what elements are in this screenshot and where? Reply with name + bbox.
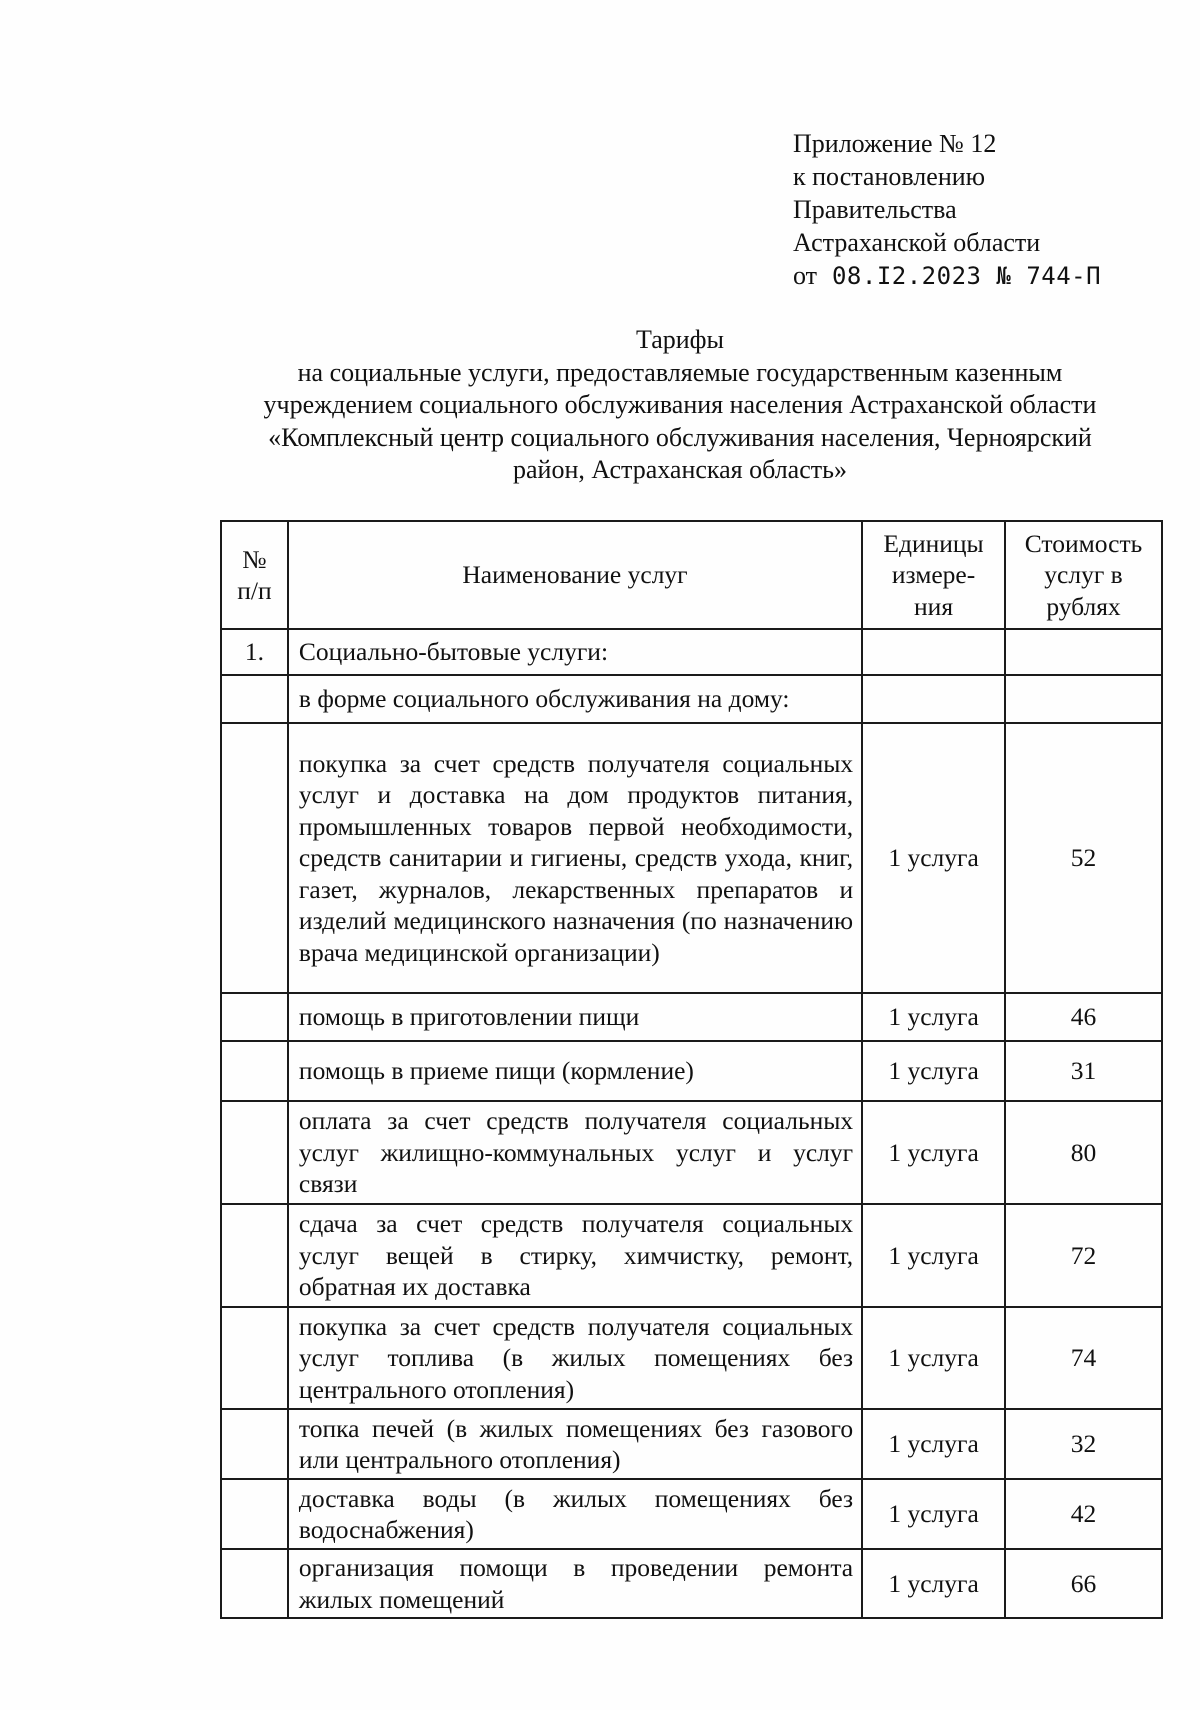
table-row xyxy=(221,1041,1162,1101)
row-num-empty xyxy=(221,1041,288,1101)
table-row xyxy=(221,1101,1162,1204)
service-unit: 1 услуга xyxy=(862,1409,1005,1479)
table-row xyxy=(221,1307,1162,1409)
service-unit: 1 услуга xyxy=(862,1307,1005,1409)
service-unit: 1 услуга xyxy=(862,1479,1005,1549)
service-unit: 1 услуга xyxy=(862,1204,1005,1307)
service-cost: 32 xyxy=(1005,1409,1162,1479)
document-title xyxy=(200,324,1160,487)
table-row xyxy=(221,1204,1162,1307)
row-num-empty xyxy=(221,723,288,993)
subsection-row xyxy=(221,675,1162,723)
service-name: покупка за счет средств получателя социальных услуг топлива (в жилых помещениях без центрального отопления) xyxy=(288,1307,862,1409)
appendix-line-1: Приложение № 12 xyxy=(793,129,997,158)
row-num-empty xyxy=(221,1101,288,1204)
service-name: топка печей (в жилых помещениях без газового или центрального отопления) xyxy=(288,1409,862,1479)
tariffs-table xyxy=(220,520,1163,1619)
appendix-block xyxy=(793,127,1101,293)
subsection-num-empty xyxy=(221,675,288,723)
section-row xyxy=(221,629,1162,675)
service-name: доставка воды (в жилых помещениях без водоснабжения) xyxy=(288,1479,862,1549)
service-unit: 1 услуга xyxy=(862,723,1005,993)
table-row xyxy=(221,1479,1162,1549)
subsection-cost-empty xyxy=(1005,675,1162,723)
service-name: помощь в приготовлении пищи xyxy=(288,993,862,1041)
service-cost: 52 xyxy=(1005,723,1162,993)
header-unit xyxy=(862,521,1005,629)
header-num xyxy=(221,521,288,629)
row-num-empty xyxy=(221,1204,288,1307)
section-num: 1. xyxy=(221,629,288,675)
service-cost: 31 xyxy=(1005,1041,1162,1101)
service-name: оплата за счет средств получателя социальных услуг жилищно-коммунальных услуг и услуг связи xyxy=(288,1101,862,1204)
table-row xyxy=(221,723,1162,993)
header-name: Наименование услуг xyxy=(288,521,862,629)
appendix-line-2: к постановлению xyxy=(793,162,986,191)
decree-label: от xyxy=(793,261,818,290)
row-num-empty xyxy=(221,993,288,1041)
service-unit: 1 услуга xyxy=(862,993,1005,1041)
title-line-4: район, Астраханская область» xyxy=(512,455,847,484)
header-num-label: № п/п xyxy=(237,544,272,605)
table-row xyxy=(221,993,1162,1041)
service-unit: 1 услуга xyxy=(862,1041,1005,1101)
appendix-line-4: Астраханской области xyxy=(793,228,1041,257)
service-cost: 66 xyxy=(1005,1549,1162,1618)
title-heading: Тарифы xyxy=(635,325,724,354)
row-num-empty xyxy=(221,1549,288,1618)
service-name: помощь в приеме пищи (кормление) xyxy=(288,1041,862,1101)
appendix-line-3: Правительства xyxy=(793,195,957,224)
table-header-row xyxy=(221,521,1162,629)
table-row xyxy=(221,1409,1162,1479)
service-cost: 42 xyxy=(1005,1479,1162,1549)
row-num-empty xyxy=(221,1307,288,1409)
service-cost: 72 xyxy=(1005,1204,1162,1307)
service-name: покупка за счет средств получателя социальных услуг и доставка на дом продуктов питания, промышленных товаров первой необходимости, средств санитарии и гигиены, средств ухода, книг, газет, журналов, лекарственных препаратов и изделий медицинского назначения (по назначению врача медицинской организации) xyxy=(288,723,862,993)
title-line-3: «Комплексный центр социального обслуживания населения, Черноярский xyxy=(268,422,1092,452)
appendix-decree-line xyxy=(793,259,1101,293)
header-unit-label: Единицы измере- ния xyxy=(883,528,984,621)
subsection-name: в форме социального обслуживания на дому: xyxy=(288,675,862,723)
service-cost: 74 xyxy=(1005,1307,1162,1409)
row-num-empty xyxy=(221,1409,288,1479)
section-name: Социально-бытовые услуги: xyxy=(288,629,862,675)
service-unit: 1 услуга xyxy=(862,1101,1005,1204)
section-unit-empty xyxy=(862,629,1005,675)
table-row xyxy=(221,1549,1162,1618)
service-cost: 80 xyxy=(1005,1101,1162,1204)
service-cost: 46 xyxy=(1005,993,1162,1041)
service-name: организация помощи в проведении ремонта жилых помещений xyxy=(288,1549,862,1618)
title-line-2: учреждением социального обслуживания населения Астраханской области xyxy=(263,390,1097,419)
subsection-unit-empty xyxy=(862,675,1005,723)
row-num-empty xyxy=(221,1479,288,1549)
header-cost xyxy=(1005,521,1162,629)
section-cost-empty xyxy=(1005,629,1162,675)
service-unit: 1 услуга xyxy=(862,1549,1005,1618)
header-cost-label: Стоимость услуг в рублях xyxy=(1024,528,1143,621)
service-name: сдача за счет средств получателя социальных услуг вещей в стирку, химчистку, ремонт, обратная их доставка xyxy=(288,1204,862,1307)
title-line-1: на социальные услуги, предоставляемые государственным казенным xyxy=(297,357,1063,387)
decree-value: 08.I2.2023 № 744-П xyxy=(831,262,1102,290)
